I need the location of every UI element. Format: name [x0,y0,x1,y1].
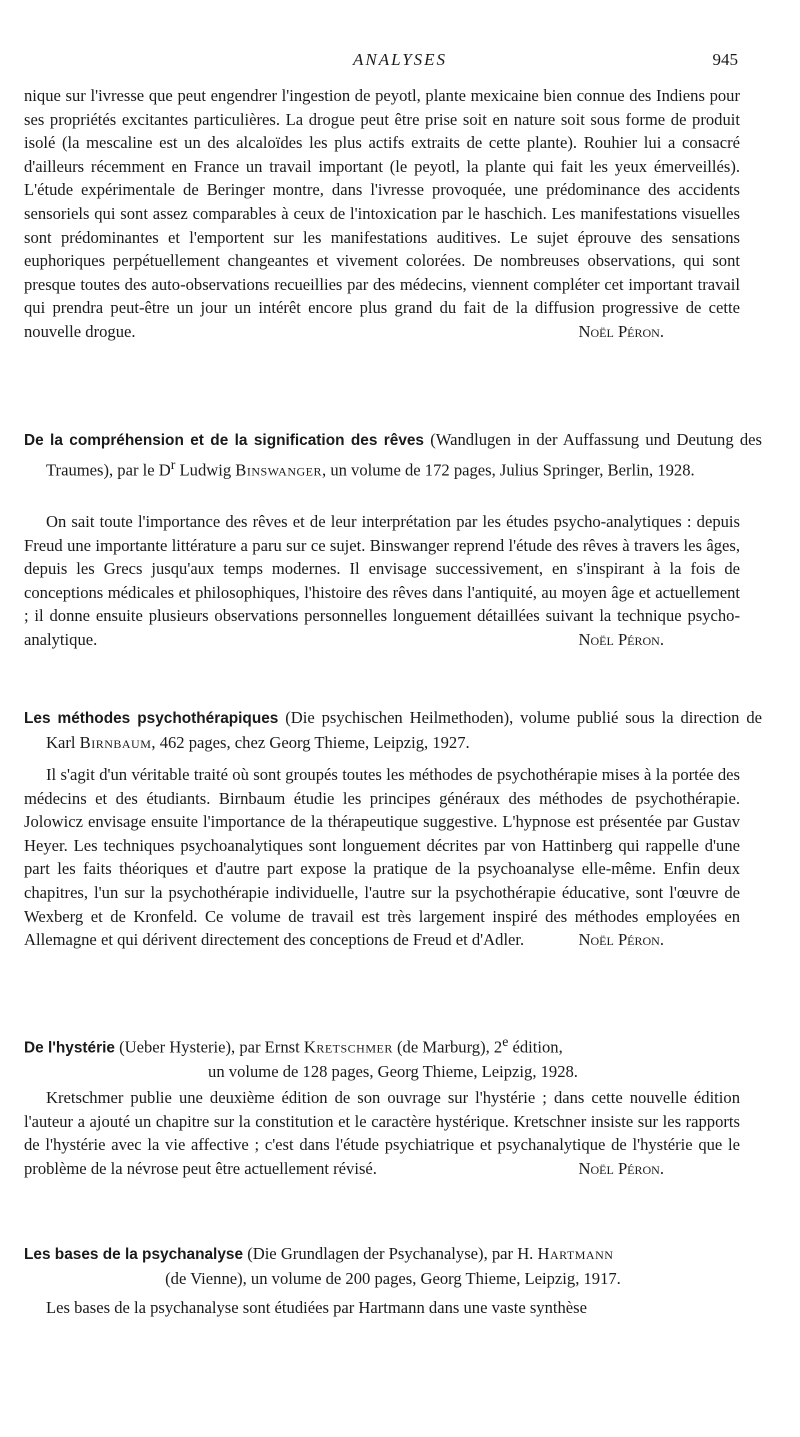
review-reference: (Wandlugen in der Auffassung und Deutung des Traumes), par le D [46,430,762,480]
review-reference-end: , un volume de 172 pages, Julius Springer, Berlin, 1928. [322,460,695,480]
review-title: De l'hystérie [24,1039,115,1057]
review-heading-hysterie [24,1030,762,1084]
review-reference-cont: (de Marburg), 2 [392,1037,503,1057]
review-body: Kretschmer publie une deuxième édition de son ouvrage sur l'hystérie ; dans cette nouvelle édition l'auteur a ajouté un chapitre sur la constitution et le caractère hystérique. Kretschner insiste sur les rapports de l'hystérie avec la vie affective ; c'est dans l'étude psychiatrique et psychanalytique de l'hystérie que le problème de la névrose peut être actuellement révisé. [24,1088,740,1178]
running-header-title: ANALYSES [352,50,448,69]
review-heading-psychanalyse [24,1242,762,1290]
review-title: Les bases de la psychanalyse [24,1246,244,1263]
review-reference: (Die Grundlagen der Psychanalyse), par H. [247,1244,538,1263]
review-methodes [24,763,740,952]
review-author: Kretschmer [303,1037,393,1057]
review-body: Il s'agit d'un véritable traité où sont groupés toutes les méthodes de psychothérapie mises à la portée des médecins et des étudiants. Birnbaum étudie les principes généraux des méthodes de psychothérapie. Jolowicz envisage ensuite l'importance de la thérapeutique suggestive. L'hypnose est présentée par Gustav Heyer. Les techniques psychoanalytiques sont longuement décrites par von Hattinberg qui rappelle d'une part les faits théoriques et d'autre part expose la pratique de la psychoanalyse elle-même. Enfin deux chapitres, l'un sur la psychothérapie individuelle, l'autre sur la psychothérapie éducative, sont l'œuvre de Wexberg et de Kronfeld. Ce volume de travail est très largement inspiré des méthodes employées en Allemagne et qui dérivent directement des conceptions de Freud et d'Adler. [24,765,740,950]
review-signature: Noël Péron. [578,321,664,341]
review-signature: Noël Péron. [578,629,664,649]
review-body: nique sur l'ivresse que peut engendrer l'ingestion de peyotl, plante mexicaine bien connue des Indiens pour ses propriétés excitantes particulières. La drogue peut être prise soit en nature soit sous forme de produit isolé (la mescaline est un des alcaloïdes les plus actifs extraits de cette plante). Rouhier lui a consacré d'ailleurs récemment en France un travail important (le peyotl, la plante qui fait les yeux émerveillés). L'étude expérimentale de Beringer montre, dans l'ivresse provoquée, une prédominance des accidents sensoriels qui sont assez comparables à ceux de l'intoxication par le haschich. Les manifestations visuelles sont prédominantes et l'emportent sur les manifestations auditives. Le sujet éprouve des sensations euphoriques perpétuellement changeantes et vivement colorées. De nombreuses observations, qui sont presque toutes des auto-observations recueillies par des médecins, viennent compléter cet important travail qui prendra peut-être un jour un intérêt encore plus grand du fait de la diffusion progressive de cette nouvelle drogue. [24,86,740,341]
review-author: Birnbaum [79,732,152,752]
review-signature: Noël Péron. [578,1158,664,1178]
review-heading-methodes [24,706,762,754]
review-reference: (Die psychischen Heilmethoden), volume publié sous la direction de Karl [46,708,762,752]
review-hysterie [24,1086,740,1180]
review-title: De la compréhension et de la signification des rêves [24,432,424,449]
page-number: 945 [712,50,738,69]
review-psychanalyse [24,1296,740,1320]
review-title: Les méthodes psychothérapiques [24,710,279,727]
review-body: On sait toute l'importance des rêves et de leur interprétation par les études psycho-analytiques : depuis Freud une importante littérature a paru sur ce sujet. Binswanger reprend l'étude des rêves à travers les âges, depuis les Grecs jusqu'aux temps modernes. Il envisage successivement, en s'inspirant à la fois de conceptions médicales et philosophiques, l'histoire des rêves dans l'antiquité, au moyen âge et actuellement ; il donne ensuite plusieurs observations personnelles longuement détaillées suivant la technique psycho-analytique. [24,512,740,649]
review-signature: Noël Péron. [578,930,664,950]
reference-superscript: r [170,456,176,472]
reference-superscript: e [502,1034,509,1049]
review-reference-line2: un volume de 128 pages, Georg Thieme, Leipzig, 1928. [208,1062,578,1082]
review-author: Binswanger [235,460,323,480]
review-reference-end: édition, [508,1037,563,1057]
review-peyotl [24,84,740,344]
review-author: Hartmann [537,1244,614,1263]
review-reference-line2: (de Vienne), un volume de 200 pages, Georg Thieme, Leipzig, 1917. [165,1268,621,1288]
review-body: Les bases de la psychanalyse sont étudiées par Hartmann dans une vaste synthèse [46,1298,587,1317]
review-reference: (Ueber Hysterie), par Ernst [119,1037,304,1057]
review-reference-cont: Ludwig [175,460,236,480]
review-heading-reves [24,428,762,482]
review-reference-end: , 462 pages, chez Georg Thieme, Leipzig, 1927. [151,732,470,752]
review-reves [24,510,740,652]
